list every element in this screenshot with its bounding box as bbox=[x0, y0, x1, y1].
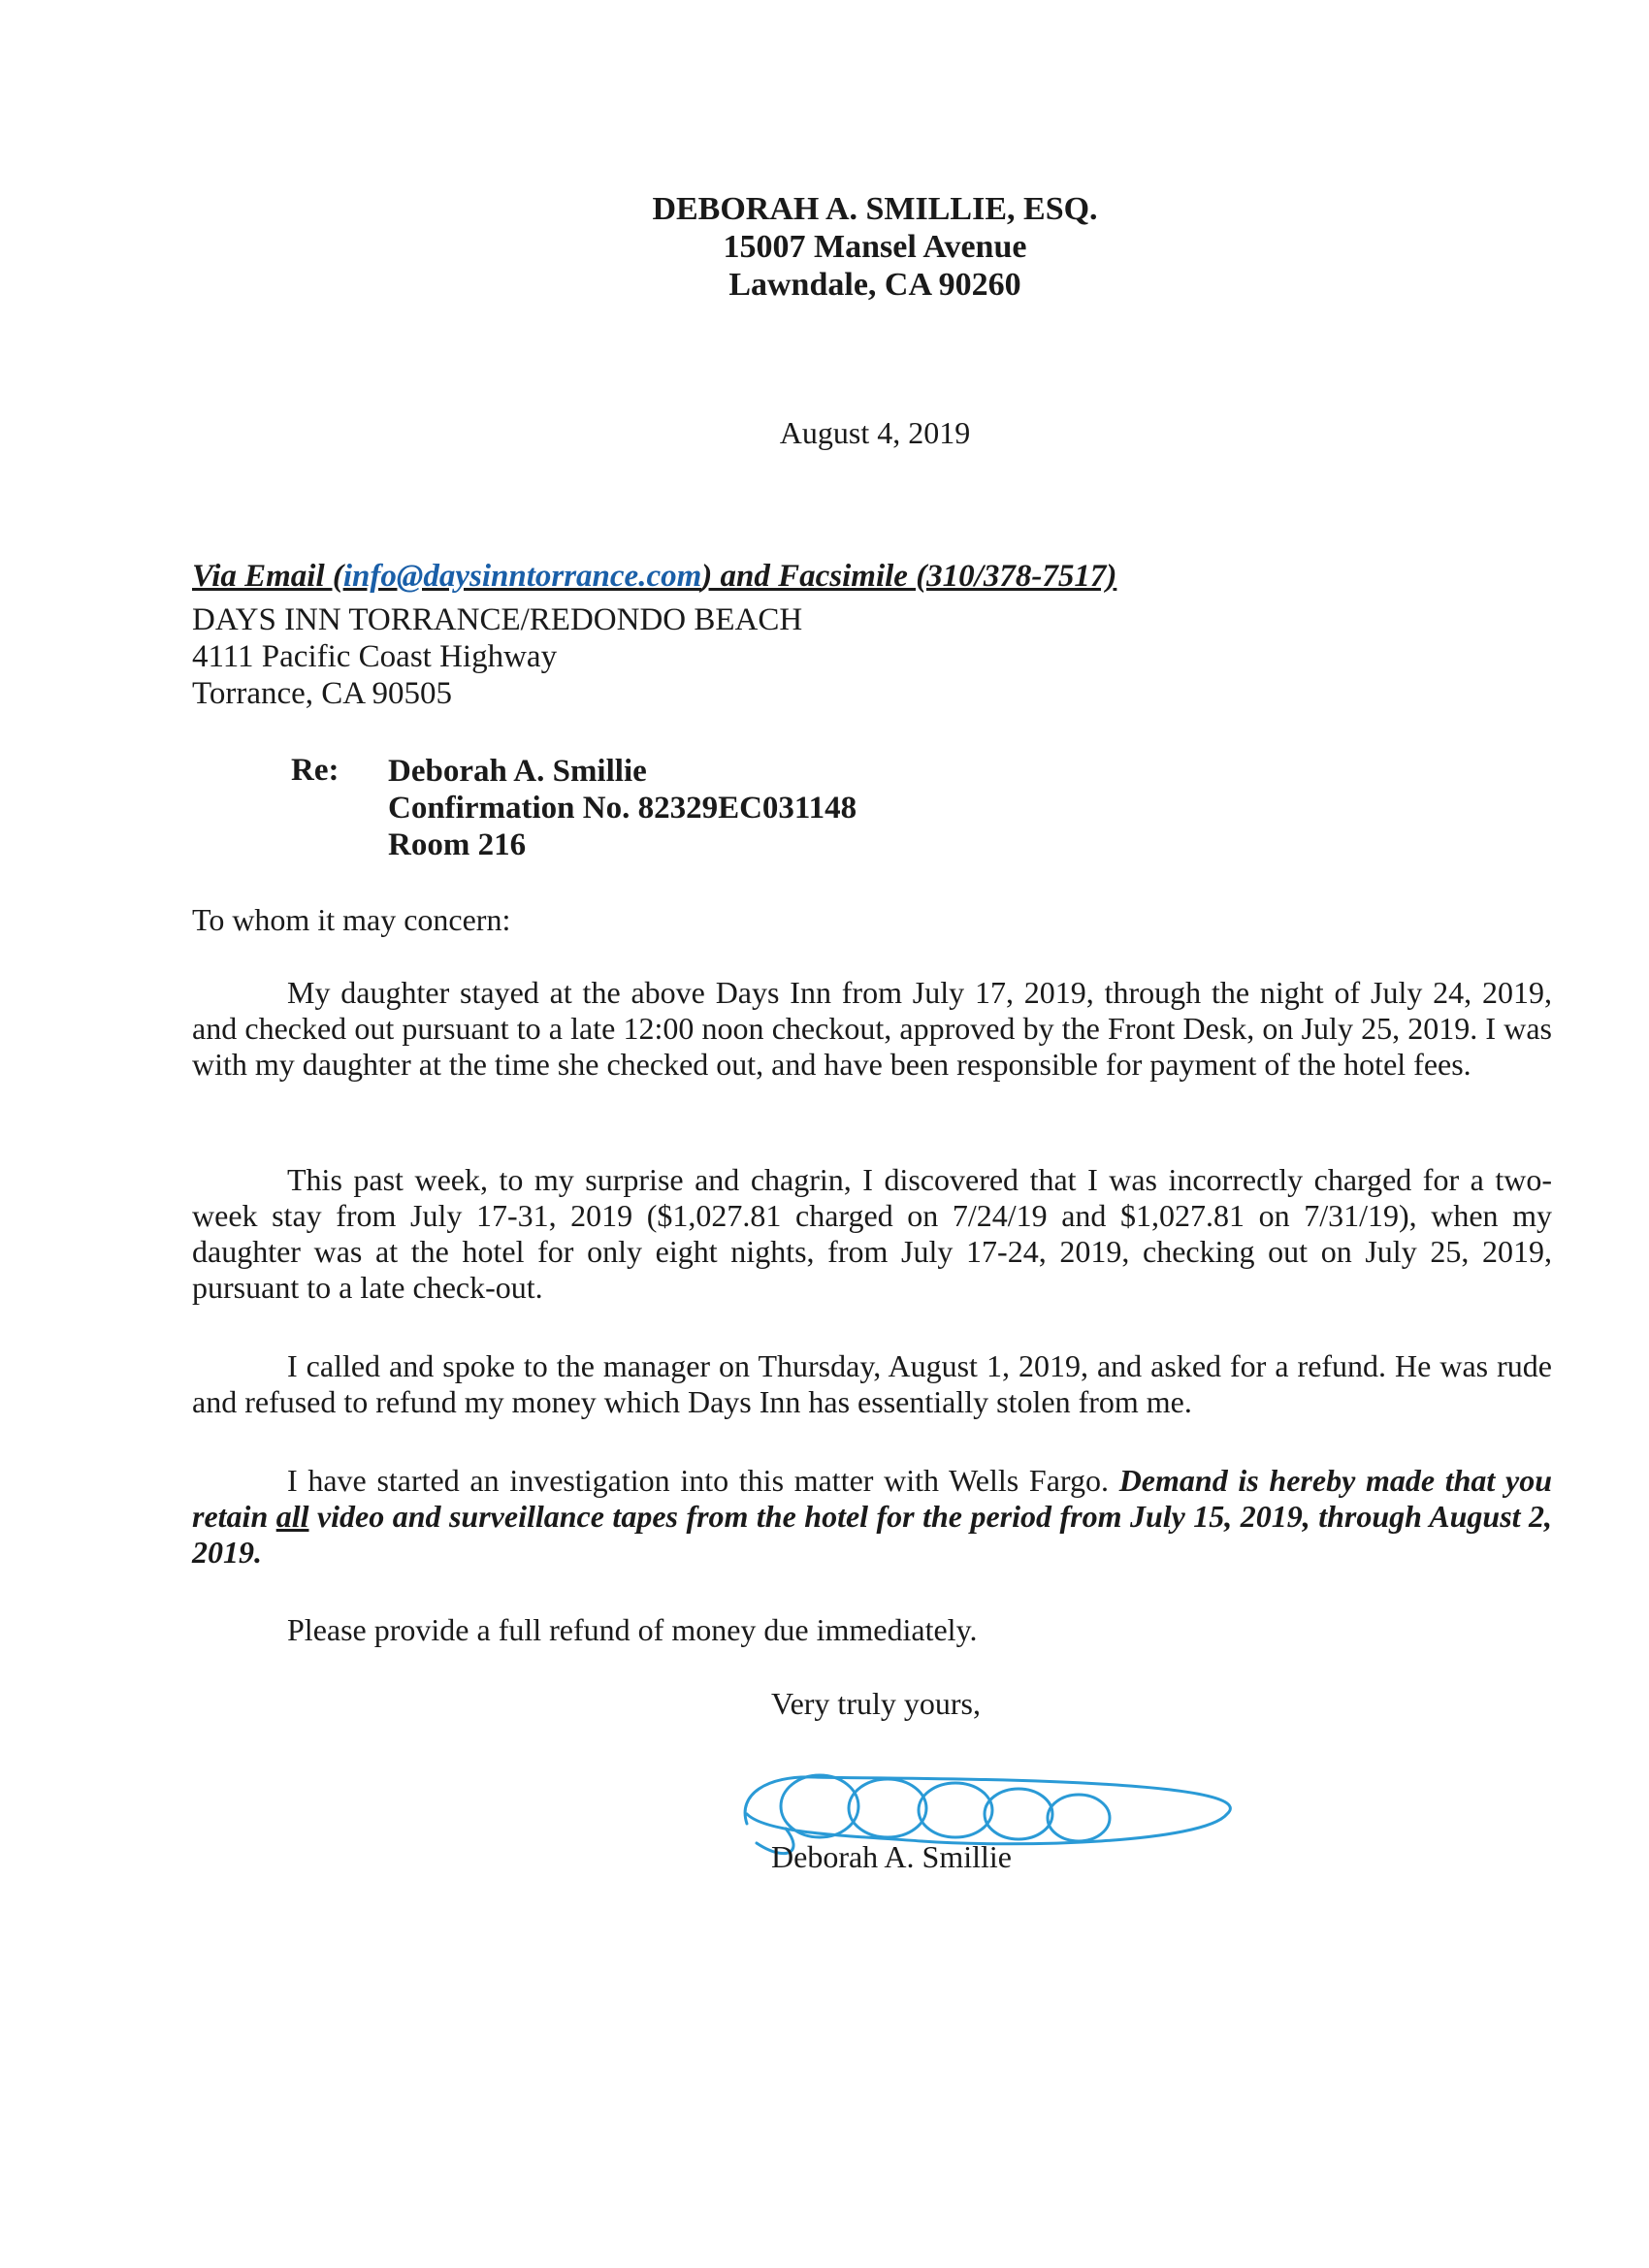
re-label: Re: bbox=[291, 753, 340, 788]
paragraph: I called and spoke to the manager on Thursday, August 1, 2019, and asked for a refund. He was rude and refused to refund my money which Days Inn has essentially stolen from me. bbox=[192, 1348, 1552, 1419]
delivery-suffix: ) and Facsimile (310/378-7517) bbox=[701, 559, 1117, 594]
demand-emphasis: all bbox=[275, 1499, 309, 1534]
paragraph: Please provide a full refund of money due immediately. bbox=[287, 1612, 978, 1647]
sender-street: 15007 Mansel Avenue bbox=[723, 229, 1027, 265]
recipient-address bbox=[192, 601, 802, 712]
recipient-city: Torrance, CA 90505 bbox=[192, 676, 453, 711]
delivery-line bbox=[192, 559, 1116, 595]
delivery-prefix: Via Email ( bbox=[192, 559, 343, 594]
paragraph-text: I have started an investigation into this matter with Wells Fargo. bbox=[287, 1463, 1119, 1498]
delivery-email-link[interactable]: info@daysinntorrance.com bbox=[342, 559, 702, 594]
sender-name: DEBORAH A. SMILLIE, ESQ. bbox=[652, 191, 1098, 227]
re-line: Confirmation No. 82329EC031148 bbox=[388, 791, 857, 826]
re-block bbox=[388, 753, 857, 863]
paragraph bbox=[192, 1463, 1552, 1571]
demand-text-a: Demand is hereby made that you retain bbox=[192, 1463, 1553, 1534]
demand-text-b: video and surveillance tapes from the hotel for the period from July 15, 2019, through August 2, 2019. bbox=[192, 1499, 1553, 1570]
recipient-name: DAYS INN TORRANCE/REDONDO BEACH bbox=[192, 602, 803, 637]
recipient-street: 4111 Pacific Coast Highway bbox=[192, 639, 558, 674]
sender-city: Lawndale, CA 90260 bbox=[728, 267, 1021, 303]
re-line: Deborah A. Smillie bbox=[388, 754, 647, 789]
letterhead bbox=[50, 190, 1649, 304]
paragraph: My daughter stayed at the above Days Inn from July 17, 2019, through the night of July 24, 2019, and checked out pursuant to a late 12:00 noon checkout, approved by the Front Desk, on July 25, 2019. I was with my daughter at the time she checked out, and have been responsible for payment of the hotel fees. bbox=[192, 975, 1552, 1082]
re-line: Room 216 bbox=[388, 827, 527, 862]
paragraph: This past week, to my surprise and chagrin, I discovered that I was incorrectly charged for a two-week stay from July 17-31, 2019 ($1,027.81 charged on 7/24/19 and $1,027.81 on 7/31/19), when my daughter was at the hotel for only eight nights, from July 17-24, 2019, checking out on July 25, 2019, pursuant to a late check-out. bbox=[192, 1162, 1552, 1305]
signer-name: Deborah A. Smillie bbox=[771, 1839, 1012, 1874]
closing: Very truly yours, bbox=[771, 1686, 981, 1721]
salutation: To whom it may concern: bbox=[192, 902, 511, 937]
letter-date: August 4, 2019 bbox=[779, 415, 971, 450]
